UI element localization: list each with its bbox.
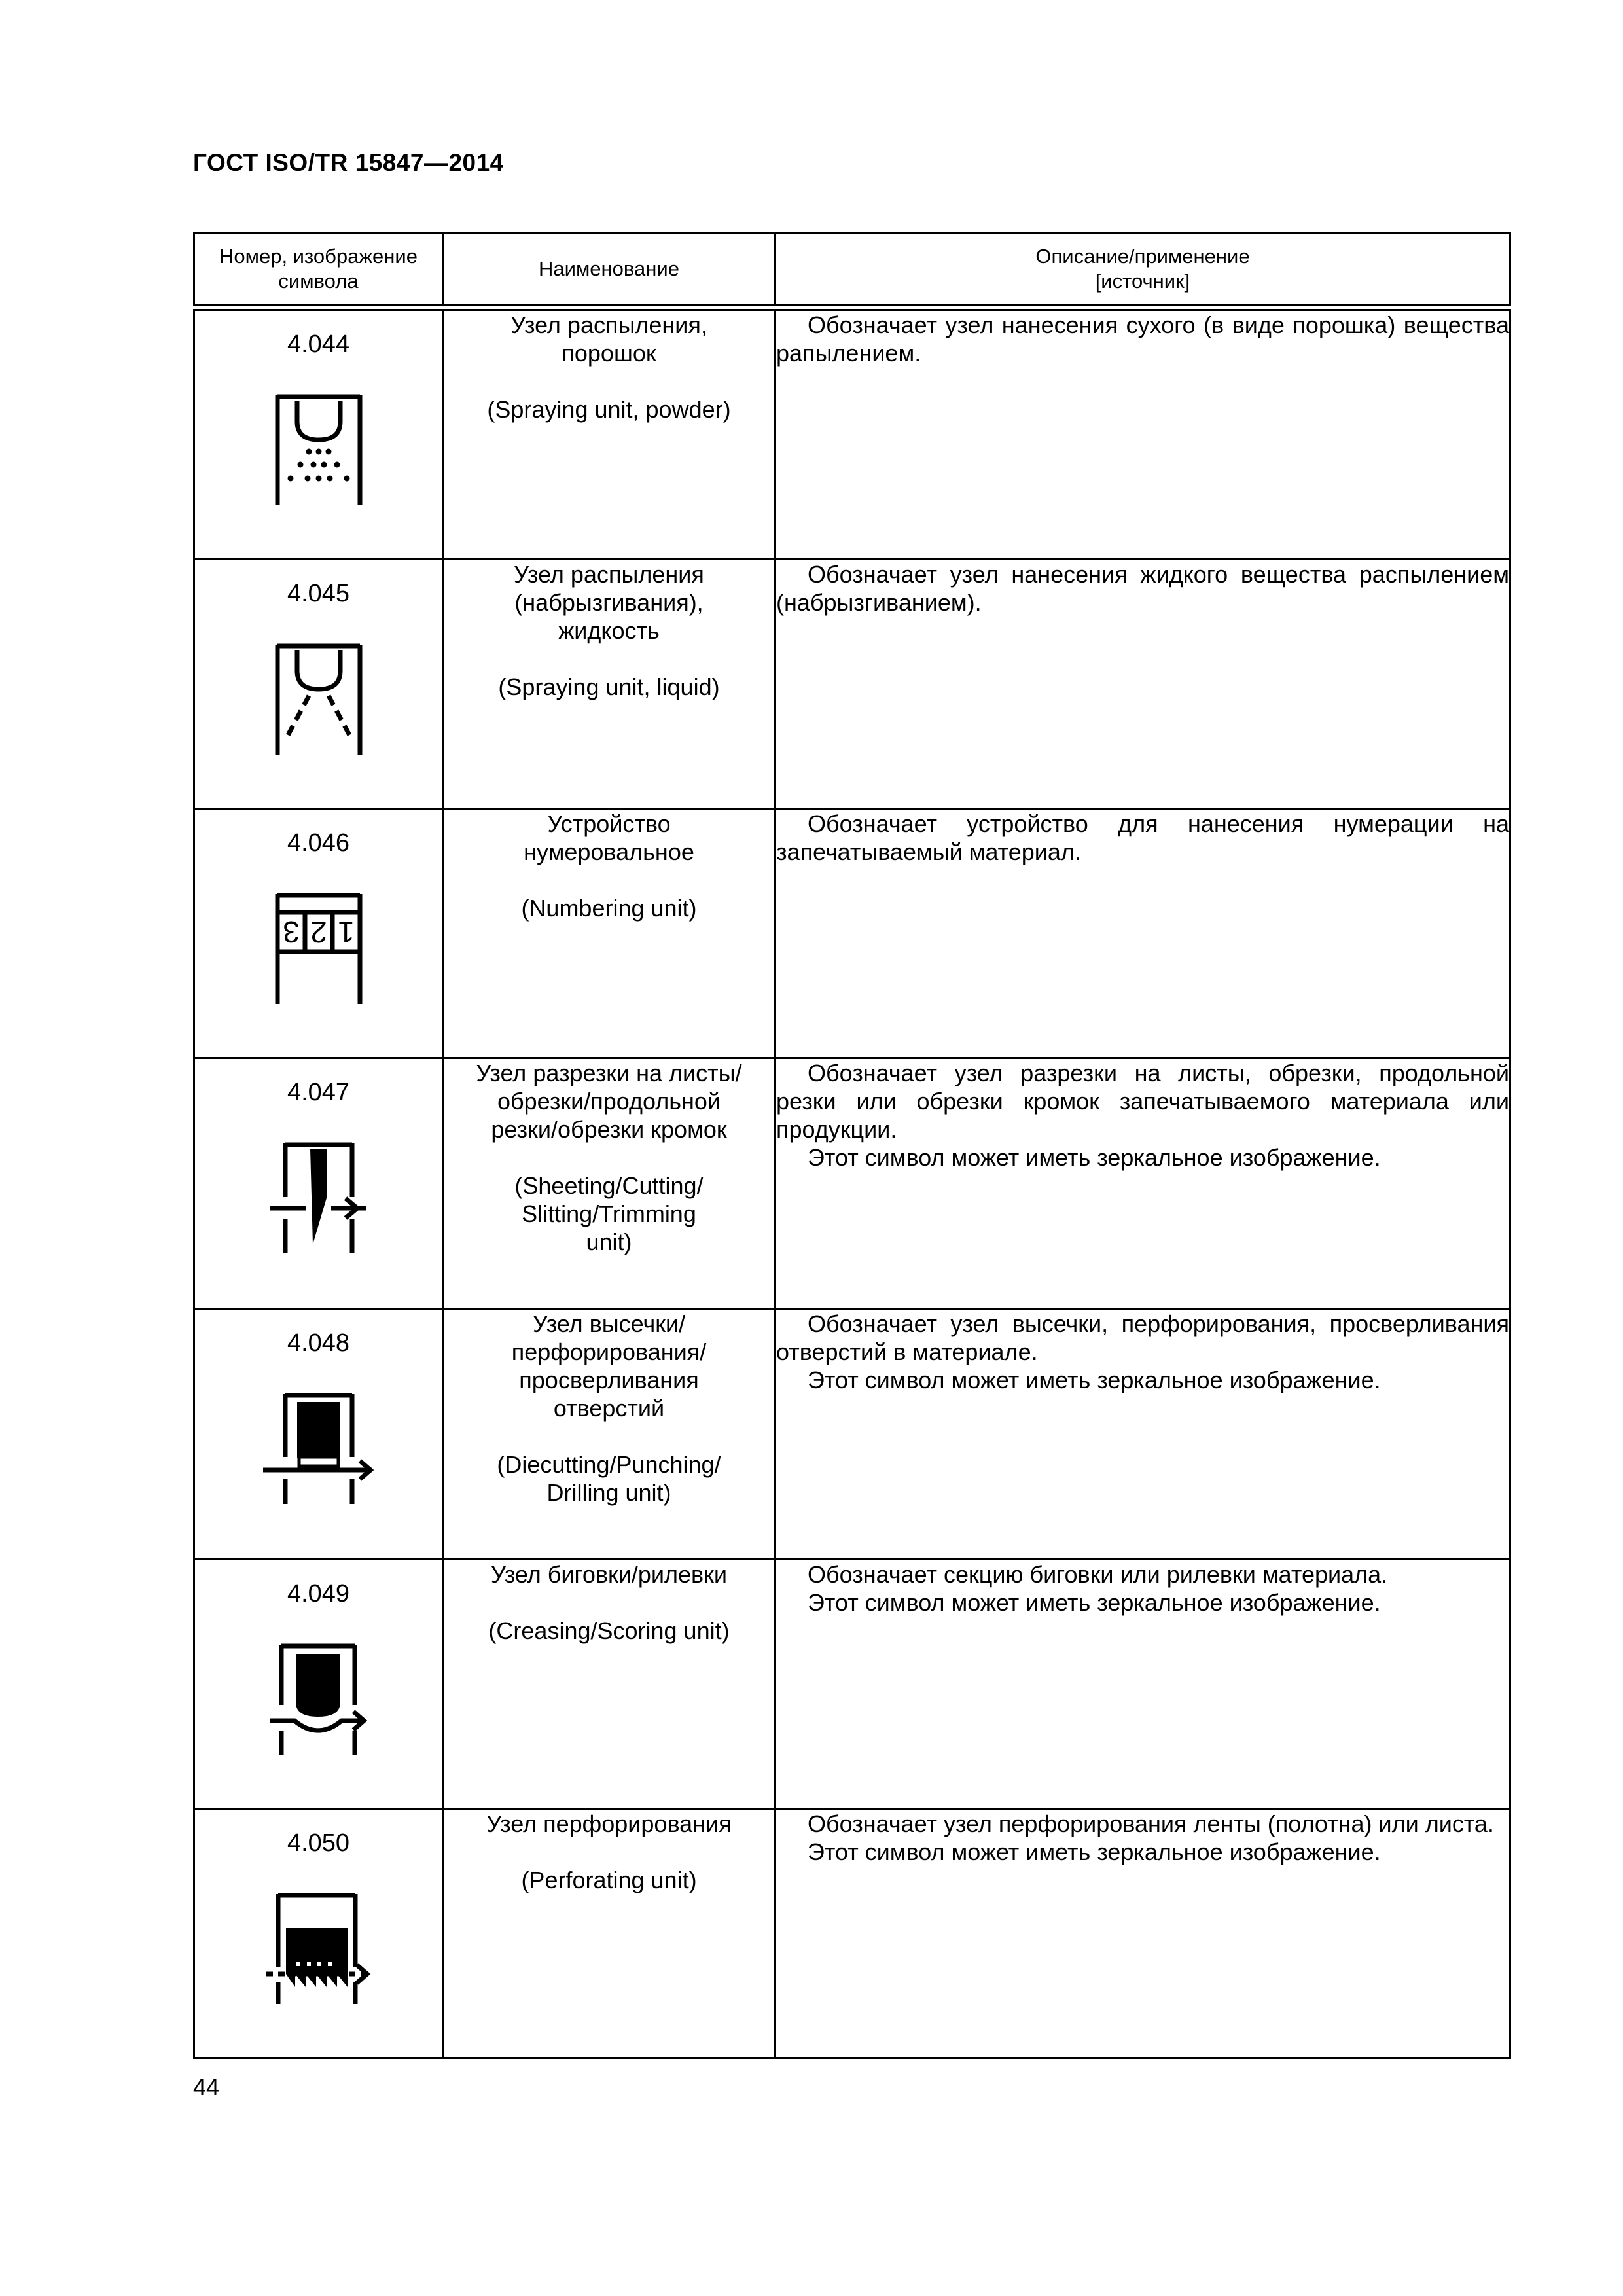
table-row xyxy=(194,560,1510,809)
symbol-description-cell xyxy=(776,1058,1510,1309)
spraying-unit-liquid-icon xyxy=(270,639,368,757)
description-paragraph: Обозначает узел нанесения жидкого вещества распылением (набрызгиванием). xyxy=(776,561,1509,616)
symbol-description-cell xyxy=(776,809,1510,1058)
description-paragraph: Обозначает узел разрезки на листы, обрезки, продольной резки или обрезки кромок запечатываемого материала или продукции. xyxy=(776,1060,1509,1143)
name-en-line: (Numbering unit) xyxy=(521,895,697,922)
name-ru-line: Узел распыления xyxy=(514,561,704,588)
name-en-line: (Creasing/Scoring unit) xyxy=(488,1617,730,1644)
column-header-number-line: символа xyxy=(278,270,359,293)
symbol-description-cell xyxy=(776,560,1510,809)
name-ru-line: Узел биговки/рилевки xyxy=(490,1561,727,1588)
numbering-digit: 2 xyxy=(310,915,327,949)
name-en-line: (Sheeting/Cutting/ xyxy=(514,1172,704,1199)
table-row xyxy=(194,809,1510,1058)
symbol-description-cell xyxy=(776,1309,1510,1560)
perforating-unit-icon xyxy=(266,1889,371,2007)
name-en-line: Slitting/Trimming xyxy=(522,1200,696,1227)
symbol-name-cell xyxy=(443,310,776,560)
creasing-scoring-unit-icon xyxy=(270,1640,368,1757)
symbol-name-cell xyxy=(443,1309,776,1560)
document-header: ГОСТ ISO/TR 15847—2014 xyxy=(193,149,504,176)
symbol-cell xyxy=(194,1560,443,1809)
table-row xyxy=(194,1058,1510,1309)
symbol-name-cell xyxy=(443,1560,776,1809)
name-ru-line: перфорирования/ xyxy=(511,1338,707,1365)
symbol-number: 4.048 xyxy=(287,1329,350,1357)
symbol-name-cell xyxy=(443,1809,776,2058)
symbol-name-cell xyxy=(443,560,776,809)
name-ru-line: отверстий xyxy=(553,1395,665,1422)
description-paragraph: Этот символ может иметь зеркальное изображение. xyxy=(808,1367,1381,1393)
description-paragraph: Обозначает узел высечки, перфорирования, просверливания отверстий в материале. xyxy=(776,1310,1509,1365)
symbol-cell xyxy=(194,1809,443,2058)
name-ru-line: Узел высечки/ xyxy=(532,1310,686,1337)
numbering-digit: 3 xyxy=(282,915,300,949)
description-paragraph: Этот символ может иметь зеркальное изображение. xyxy=(808,1144,1381,1171)
name-ru-line: Узел перфорирования xyxy=(486,1810,732,1837)
name-en-line: (Spraying unit, powder) xyxy=(487,396,731,423)
description-paragraph: Обозначает узел нанесения сухого (в виде порошка) вещества рапылением. xyxy=(776,312,1509,367)
symbol-cell xyxy=(194,1058,443,1309)
column-header-description-line: Описание/применение xyxy=(1035,245,1250,268)
diecutting-punching-unit-icon xyxy=(263,1389,374,1507)
symbol-number: 4.045 xyxy=(287,580,350,607)
symbol-description-cell xyxy=(776,310,1510,560)
symbol-number: 4.050 xyxy=(287,1829,350,1857)
name-ru-line: просверливания xyxy=(519,1367,699,1393)
name-en-line: unit) xyxy=(586,1229,632,1255)
symbol-name-cell xyxy=(443,809,776,1058)
symbol-description-cell xyxy=(776,1560,1510,1809)
name-en-line: (Spraying unit, liquid) xyxy=(498,673,720,700)
name-en-line: (Diecutting/Punching/ xyxy=(497,1451,721,1478)
table-row xyxy=(194,1560,1510,1809)
symbol-number: 4.047 xyxy=(287,1079,350,1106)
description-paragraph: Обозначает устройство для нанесения нумерации на запечатываемый материал. xyxy=(776,810,1509,865)
column-header-description-line: [источник] xyxy=(1095,270,1190,293)
numbering-unit-icon xyxy=(270,889,368,1007)
name-ru-line: порошок xyxy=(562,340,656,367)
description-paragraph: Обозначает секцию биговки или рилевки материала. xyxy=(808,1561,1388,1588)
description-paragraph: Этот символ может иметь зеркальное изображение. xyxy=(808,1839,1381,1865)
name-en-line: (Perforating unit) xyxy=(521,1867,697,1893)
column-header-number xyxy=(194,233,443,306)
symbols-table xyxy=(193,232,1511,2059)
name-ru-line: жидкость xyxy=(558,617,660,644)
name-ru-line: (набрызгивания), xyxy=(514,589,704,616)
description-paragraph: Этот символ может иметь зеркальное изображение. xyxy=(808,1589,1381,1616)
symbol-cell xyxy=(194,809,443,1058)
column-header-description xyxy=(776,233,1510,306)
table-row xyxy=(194,1809,1510,2058)
name-ru-line: Устройство xyxy=(547,810,671,837)
table-row xyxy=(194,310,1510,560)
name-ru-line: резки/обрезки кромок xyxy=(491,1116,727,1143)
symbol-name-cell xyxy=(443,1058,776,1309)
symbol-cell xyxy=(194,560,443,809)
symbol-cell xyxy=(194,310,443,560)
symbol-number: 4.049 xyxy=(287,1580,350,1607)
name-ru-line: Узел распыления, xyxy=(510,312,707,338)
symbol-number: 4.046 xyxy=(287,829,350,857)
name-en-line: Drilling unit) xyxy=(546,1479,671,1506)
header-separator xyxy=(194,306,1510,310)
page-number: 44 xyxy=(193,2073,220,2100)
symbol-number: 4.044 xyxy=(287,331,350,358)
name-ru-line: нумеровальное xyxy=(524,838,694,865)
sheeting-cutting-unit-icon xyxy=(270,1138,368,1256)
table-row xyxy=(194,1309,1510,1560)
description-paragraph: Обозначает узел перфорирования ленты (полотна) или листа. xyxy=(808,1810,1494,1837)
column-header-name: Наименование xyxy=(443,233,776,306)
numbering-digit: 1 xyxy=(337,915,355,949)
column-header-number-line: Номер, изображение xyxy=(219,245,418,268)
symbol-description-cell xyxy=(776,1809,1510,2058)
table-header-row xyxy=(194,233,1510,306)
name-ru-line: Узел разрезки на листы/ xyxy=(476,1060,742,1086)
spraying-unit-powder-icon xyxy=(270,390,368,508)
name-ru-line: обрезки/продольной xyxy=(497,1088,721,1115)
symbol-cell xyxy=(194,1309,443,1560)
